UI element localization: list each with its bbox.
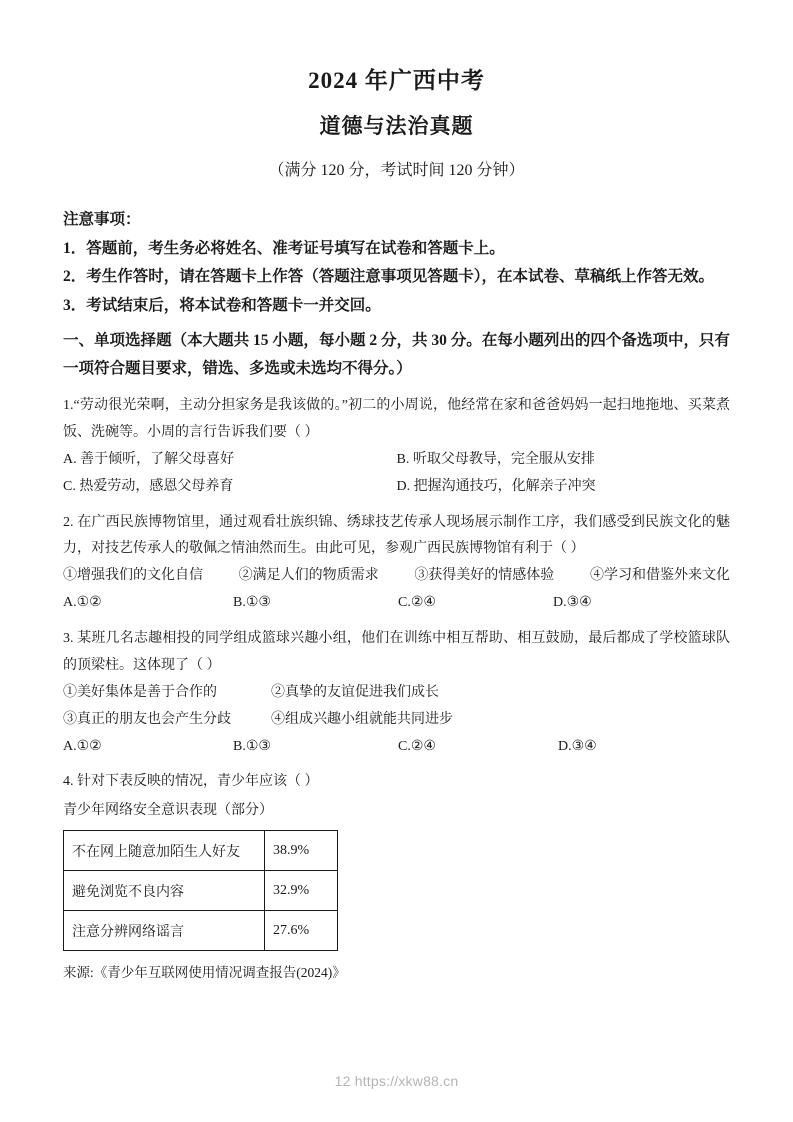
- table-cell-label: 注意分辨网络谣言: [64, 911, 265, 951]
- question-2-item-1: ①增强我们的文化自信: [63, 568, 203, 584]
- question-2-option-a[interactable]: A.①②: [63, 595, 102, 611]
- table-row: [64, 831, 338, 871]
- question-1: [63, 393, 730, 501]
- question-3-option-c[interactable]: C.②④: [398, 738, 436, 754]
- table-cell-value: 32.9%: [265, 871, 338, 911]
- notes-heading: 注意事项：: [63, 210, 141, 228]
- question-2-options-row: [63, 590, 730, 617]
- question-2-option-b[interactable]: B.①③: [233, 595, 271, 611]
- question-2-option-c[interactable]: C.②④: [398, 595, 436, 611]
- question-3-item-4: ④组成兴趣小组就能共同进步: [271, 711, 453, 727]
- question-1-options-row-1: [63, 447, 730, 474]
- table-cell-label: 避免浏览不良内容: [64, 871, 265, 911]
- table-row: [64, 871, 338, 911]
- question-2: [63, 510, 730, 618]
- question-3-items-row-2: [63, 707, 730, 734]
- question-2-item-3: ③获得美好的情感体验: [414, 568, 555, 584]
- question-3-item-3: ③真正的朋友也会产生分歧: [63, 711, 231, 727]
- question-3-item-2: ②真挚的友谊促进我们成长: [271, 684, 439, 700]
- note-item-3: 3．考试结束后，将本试卷和答题卡一并交回。: [63, 297, 381, 314]
- question-2-item-2: ②满足人们的物质需求: [238, 568, 379, 584]
- question-2-stem: 2. 在广西民族博物馆里，通过观看壮族织锦、绣球技艺传承人现场展示制作工序，我们感受到民族文化的魅力，对技艺传承人的敬佩之情油然而生。由此可见，参观广西民族博物馆有利于（ ）: [63, 514, 730, 557]
- question-1-option-a[interactable]: A. 善于倾听，了解父母喜好: [63, 451, 235, 467]
- note-item-1: 1．答题前，考生务必将姓名、准考证号填写在试卷和答题卡上。: [63, 239, 505, 257]
- network-safety-awareness-table: [63, 830, 338, 951]
- table-cell-label: 不在网上随意加陌生人好友: [64, 831, 265, 871]
- question-4-table-source: 来源:《青少年互联网使用情况调查报告(2024)》: [63, 965, 346, 981]
- question-3-option-d[interactable]: D.③④: [558, 738, 597, 754]
- page-content: [63, 0, 730, 986]
- table-row: [64, 911, 338, 951]
- question-3-items-row-1: [63, 680, 730, 707]
- exam-meta: （满分 120 分，考试时间 120 分钟）: [268, 162, 525, 180]
- question-3-option-b[interactable]: B.①③: [233, 738, 271, 754]
- question-4: [63, 769, 730, 986]
- question-1-options-row-2: [63, 474, 730, 501]
- question-2-option-d[interactable]: D.③④: [553, 595, 592, 611]
- question-4-table-caption: 青少年网络安全意识表现（部分）: [63, 803, 273, 819]
- table-cell-value: 27.6%: [265, 911, 338, 951]
- question-3: [63, 626, 730, 760]
- question-1-option-c[interactable]: C. 热爱劳动，感恩父母养育: [63, 478, 234, 494]
- question-3-stem: 3. 某班几名志趣相投的同学组成篮球兴趣小组，他们在训练中相互帮助、相互鼓励，最后都成了学校篮球队的顶梁柱。这体现了（ ）: [63, 631, 730, 673]
- question-4-stem: 4. 针对下表反映的情况，青少年应该（ ）: [63, 774, 319, 790]
- question-2-item-4: ④学习和借鉴外来文化: [589, 568, 730, 584]
- table-cell-value: 38.9%: [265, 831, 338, 871]
- question-2-items-row: [63, 563, 730, 590]
- footer-watermark: 12 https://xkw88.cn: [334, 1073, 459, 1089]
- page-subtitle: 道德与法治真题: [319, 114, 474, 139]
- notes-section: [63, 206, 730, 321]
- question-1-stem: 1.“劳动很光荣啊，主动分担家务是我该做的。”初二的小周说，他经常在家和爸爸妈妈一起扫地拖地、买菜煮饭、洗碗等。小周的言行告诉我们要（ ）: [63, 398, 730, 440]
- note-item-2: 2．考生作答时，请在答题卡上作答（答题注意事项见答题卡），在本试卷、草稿纸上作答无效。: [63, 268, 715, 286]
- question-3-option-a[interactable]: A.①②: [63, 738, 102, 754]
- question-3-options-row: [63, 734, 730, 761]
- page-title: 2024 年广西中考: [308, 68, 485, 93]
- question-3-item-1: ①美好集体是善于合作的: [63, 684, 217, 700]
- question-1-option-b[interactable]: B. 听取父母教导，完全服从安排: [396, 451, 595, 467]
- question-1-option-d[interactable]: D. 把握沟通技巧，化解亲子冲突: [396, 478, 596, 494]
- section-heading: 一、单项选择题（本大题共 15 小题，每小题 2 分，共 30 分。在每小题列出的四个备选项中，只有一项符合题目要求，错选、多选或未选均不得分。）: [63, 331, 730, 378]
